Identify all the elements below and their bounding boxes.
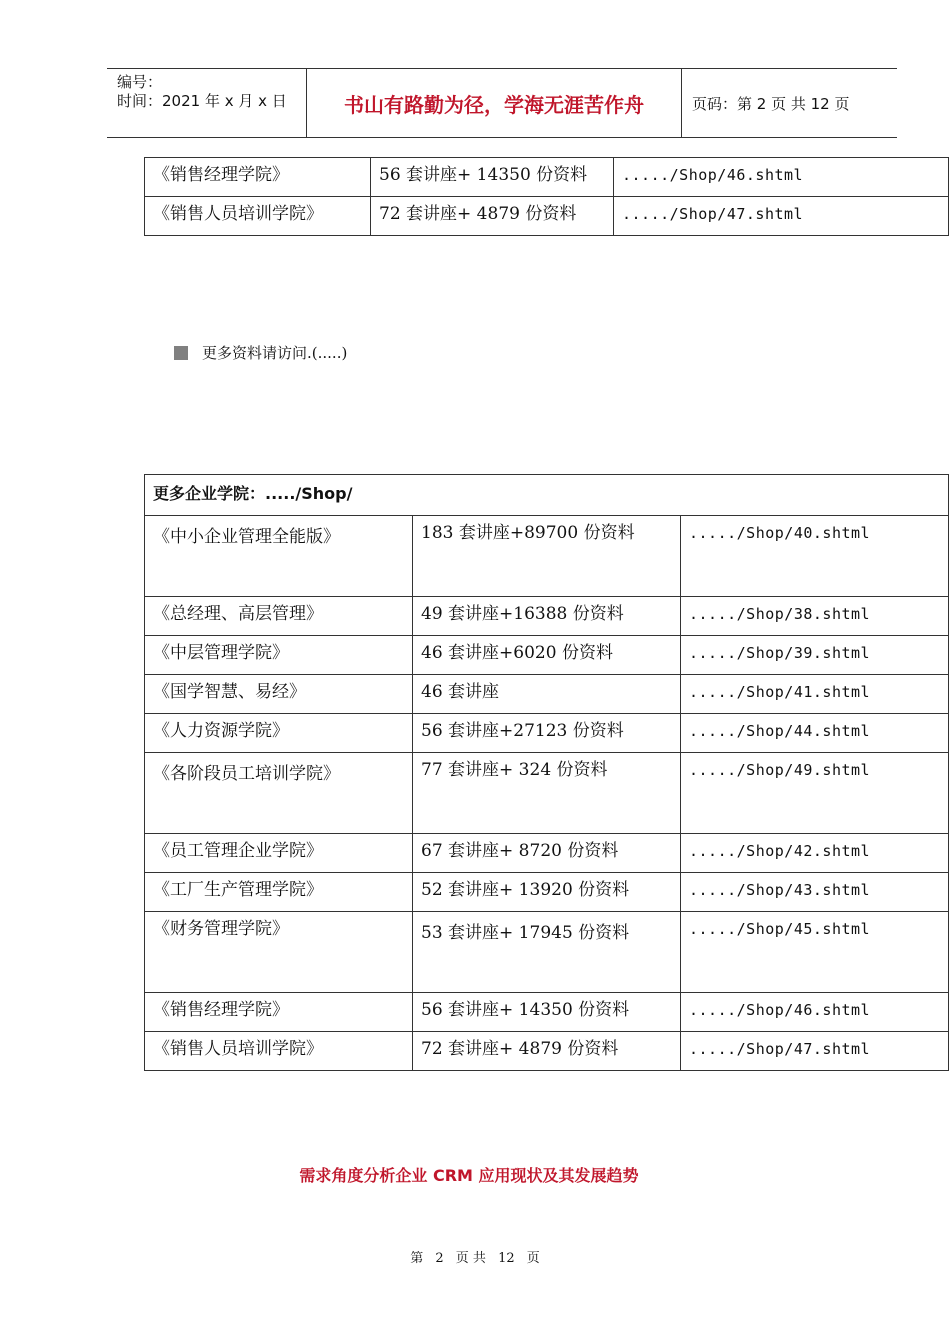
course-link[interactable]: ...../Shop/40.shtml [681, 516, 949, 597]
course-desc: 49 套讲座+16388 份资料 [413, 597, 681, 636]
header-motto: 书山有路勤为径，学海无涯苦作舟 [307, 69, 682, 137]
course-link[interactable]: ...../Shop/39.shtml [681, 636, 949, 675]
page-footer [0, 1247, 950, 1266]
course-desc: 53 套讲座+ 17945 份资料 [413, 912, 681, 993]
square-bullet-icon [174, 346, 188, 360]
table-header-row [145, 475, 949, 516]
footer-page-number: 2 [435, 1251, 444, 1266]
course-name: 《销售人员培训学院》 [145, 1032, 413, 1071]
code-label: 编号： [117, 73, 163, 91]
course-name: 《各阶段员工培训学院》 [145, 753, 413, 834]
course-desc: 67 套讲座+ 8720 份资料 [413, 834, 681, 873]
course-desc: 56 套讲座+ 14350 份资料 [371, 158, 614, 197]
page-header [107, 68, 897, 138]
course-link[interactable]: ...../Shop/44.shtml [681, 714, 949, 753]
course-link[interactable]: ...../Shop/47.shtml [614, 197, 949, 236]
table-row [145, 516, 949, 597]
course-link[interactable]: ...../Shop/49.shtml [681, 753, 949, 834]
table-row [145, 675, 949, 714]
course-name: 《销售人员培训学院》 [145, 197, 371, 236]
course-link[interactable]: ...../Shop/46.shtml [681, 993, 949, 1032]
course-name: 《销售经理学院》 [145, 993, 413, 1032]
table-row [145, 158, 949, 197]
footer-mid: 页 共 [455, 1251, 486, 1266]
table-row [145, 597, 949, 636]
course-desc: 56 套讲座+ 14350 份资料 [413, 993, 681, 1032]
course-link[interactable]: ...../Shop/47.shtml [681, 1032, 949, 1071]
course-name: 《中层管理学院》 [145, 636, 413, 675]
course-link[interactable]: ...../Shop/41.shtml [681, 675, 949, 714]
course-desc: 52 套讲座+ 13920 份资料 [413, 873, 681, 912]
table-header: 更多企业学院：...../Shop/ [145, 475, 949, 516]
course-name: 《国学智慧、易经》 [145, 675, 413, 714]
table-row [145, 753, 949, 834]
table-row [145, 714, 949, 753]
course-name: 《销售经理学院》 [145, 158, 371, 197]
course-link[interactable]: ...../Shop/46.shtml [614, 158, 949, 197]
course-desc: 77 套讲座+ 324 份资料 [413, 753, 681, 834]
course-name: 《员工管理企业学院》 [145, 834, 413, 873]
footer-prefix: 第 [410, 1251, 424, 1266]
table-row [145, 1032, 949, 1071]
footer-suffix: 页 [526, 1251, 540, 1266]
course-name: 《总经理、高层管理》 [145, 597, 413, 636]
course-link[interactable]: ...../Shop/43.shtml [681, 873, 949, 912]
date-label: 时间：2021 年 x 月 x 日 [117, 92, 287, 110]
enterprise-college-table [144, 474, 949, 1071]
table-row [145, 197, 949, 236]
course-link[interactable]: ...../Shop/45.shtml [681, 912, 949, 993]
course-link[interactable]: ...../Shop/38.shtml [681, 597, 949, 636]
table-row [145, 873, 949, 912]
header-meta [107, 69, 307, 137]
course-desc: 46 套讲座+6020 份资料 [413, 636, 681, 675]
table-row [145, 834, 949, 873]
course-desc: 183 套讲座+89700 份资料 [413, 516, 681, 597]
top-resource-table [144, 157, 949, 236]
course-name: 《财务管理学院》 [145, 912, 413, 993]
more-resources-line [174, 342, 347, 363]
course-desc: 72 套讲座+ 4879 份资料 [371, 197, 614, 236]
table-row [145, 993, 949, 1032]
course-name: 《工厂生产管理学院》 [145, 873, 413, 912]
course-desc: 72 套讲座+ 4879 份资料 [413, 1032, 681, 1071]
header-page-label: 页码：第 2 页 共 12 页 [692, 94, 850, 113]
course-desc: 46 套讲座 [413, 675, 681, 714]
footer-total-pages: 12 [498, 1251, 515, 1266]
more-resources-link[interactable]: 更多资料请访问.(.....) [202, 344, 348, 362]
course-desc: 56 套讲座+27123 份资料 [413, 714, 681, 753]
table-row [145, 636, 949, 675]
course-link[interactable]: ...../Shop/42.shtml [681, 834, 949, 873]
course-name: 《人力资源学院》 [145, 714, 413, 753]
article-title: 需求角度分析企业 CRM 应用现状及其发展趋势 [299, 1166, 639, 1185]
course-name: 《中小企业管理全能版》 [145, 516, 413, 597]
table-row [145, 912, 949, 993]
